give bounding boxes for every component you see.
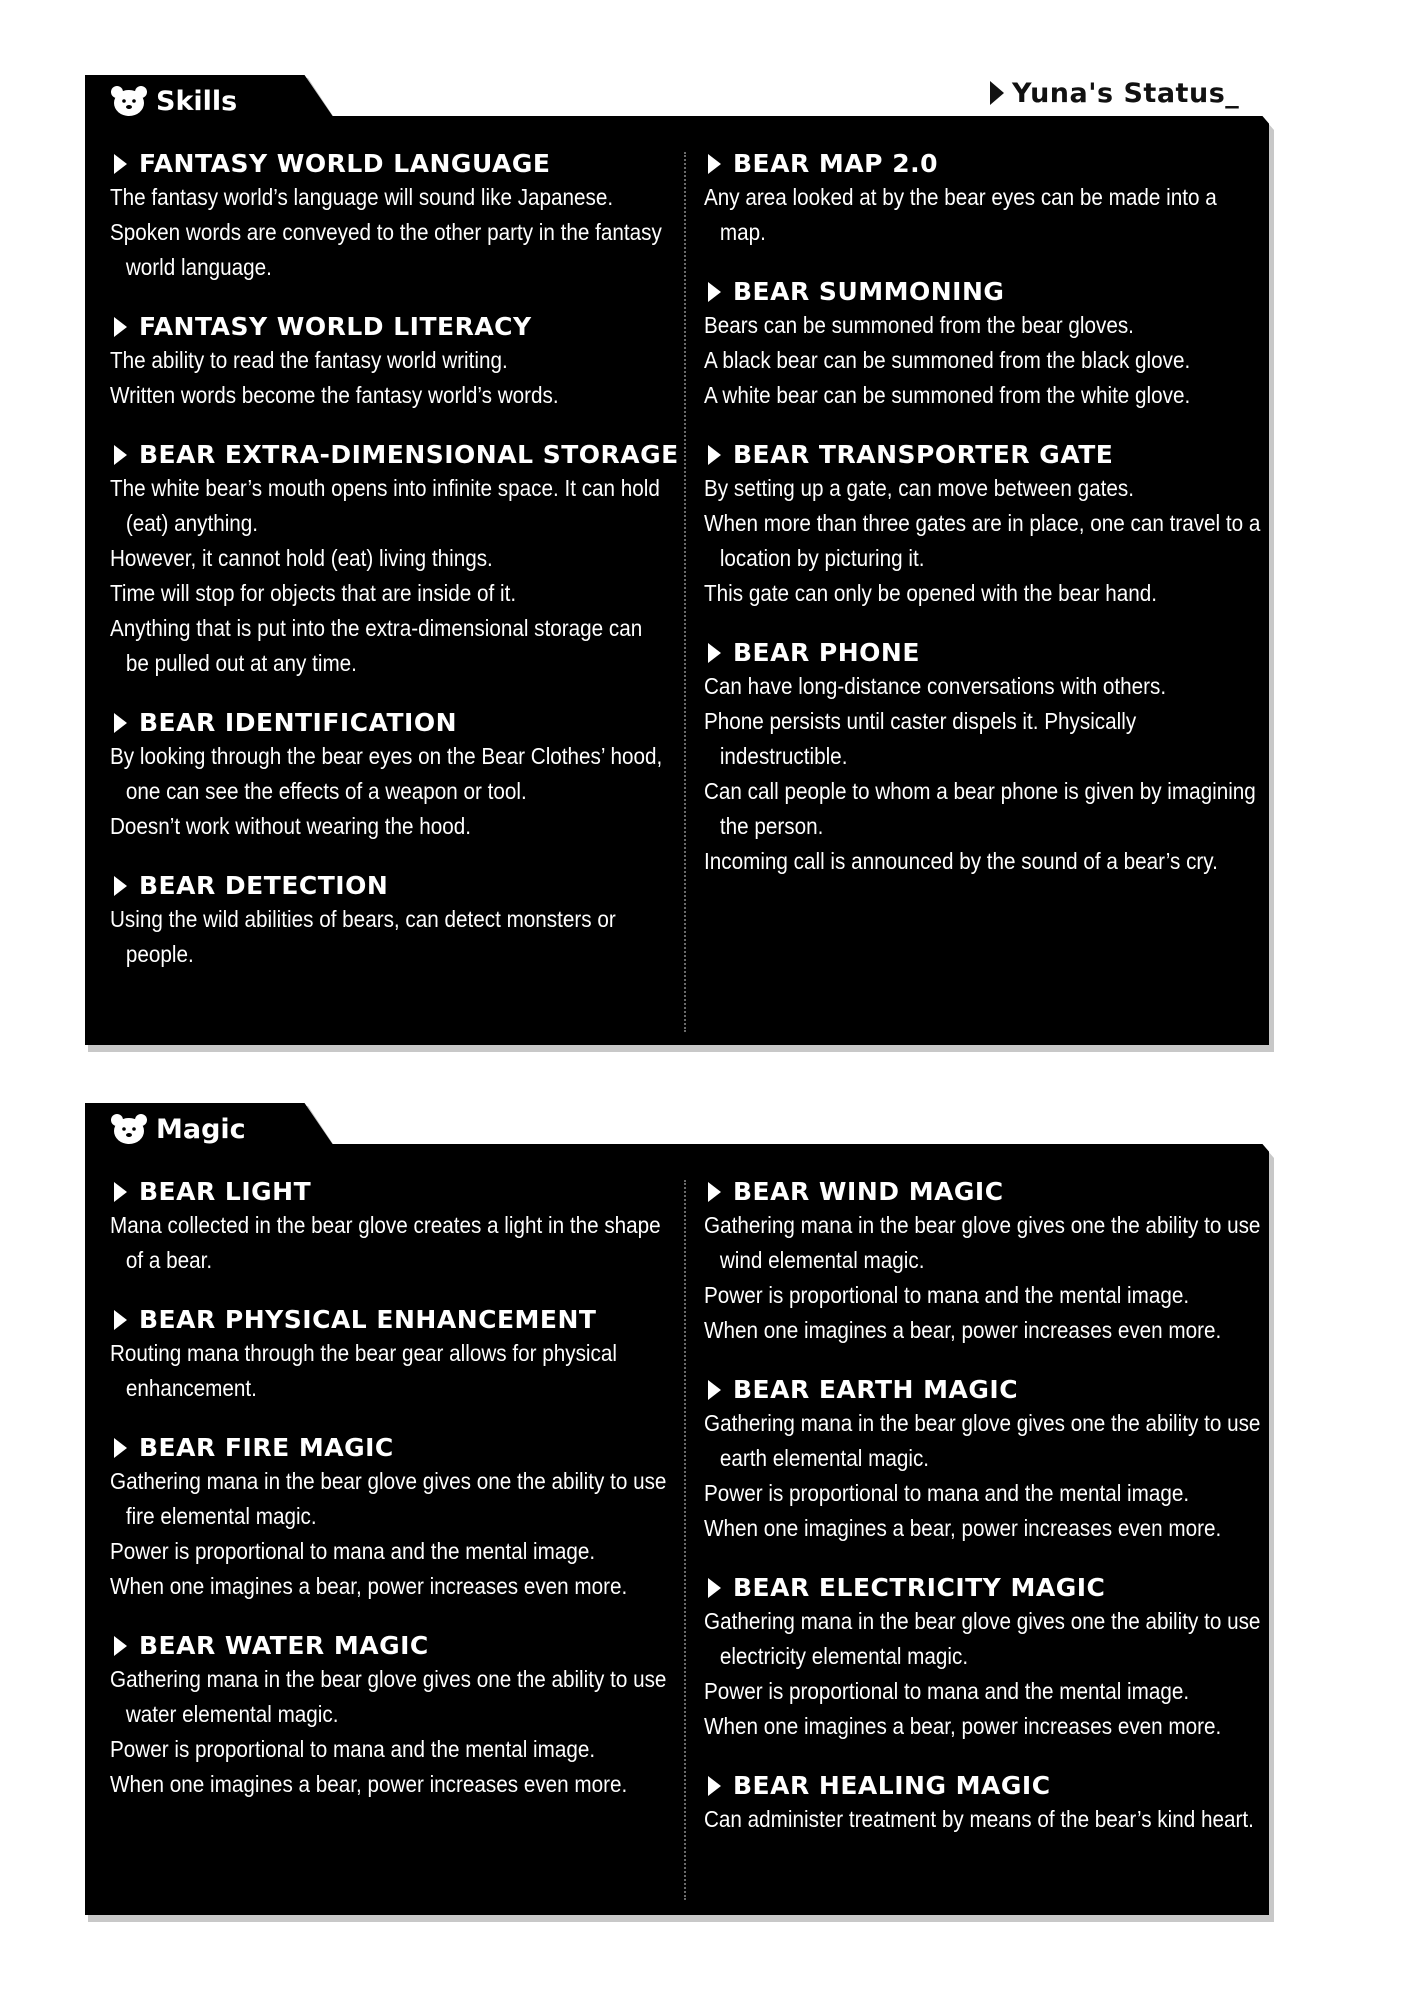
entry-heading (110, 870, 650, 902)
entry-description-line: Gathering mana in the bear glove gives one the ability to use earth elemental magic. (704, 1410, 1261, 1471)
entry-description-line: Gathering mana in the bear glove gives one the ability to use fire elemental magic. (110, 1468, 667, 1529)
skill-entry (110, 311, 650, 413)
skill-entry (110, 1432, 667, 1604)
entry-title: BEAR WATER MAGIC (139, 1631, 429, 1660)
entry-title: FANTASY WORLD LANGUAGE (139, 149, 551, 178)
entry-description-line: Power is proportional to mana and the mental image. (110, 1736, 596, 1762)
entry-description-line: Spoken words are conveyed to the other party in the fantasy world language. (110, 219, 662, 280)
entry-description-line: Gathering mana in the bear glove gives one the ability to use electricity elemental magic. (704, 1608, 1261, 1669)
bear-head-icon (110, 1112, 148, 1146)
entry-heading (110, 1432, 650, 1464)
entry-title: BEAR ELECTRICITY MAGIC (733, 1573, 1106, 1602)
skill-entry (704, 1374, 1261, 1546)
entry-description-line: Incoming call is announced by the sound of a bear’s cry. (704, 848, 1218, 874)
entry-heading (704, 1176, 1244, 1208)
triangle-bullet-icon (708, 1578, 721, 1598)
skills-tab-label: Skills (156, 85, 238, 117)
magic-right-column (704, 1176, 1261, 1863)
entry-description-line: When one imagines a bear, power increases even more. (110, 1573, 628, 1599)
skill-entry (704, 148, 1244, 250)
skills-column-divider (684, 152, 686, 1032)
entry-heading (704, 1572, 1244, 1604)
triangle-bullet-icon (114, 713, 127, 733)
skill-entry (110, 1304, 650, 1406)
entry-description-line: A white bear can be summoned from the white glove. (704, 382, 1191, 408)
entry-title: BEAR WIND MAGIC (733, 1177, 1004, 1206)
entry-description-line: Can call people to whom a bear phone is given by imagining the person. (704, 778, 1256, 839)
entry-description-line: Can administer treatment by means of the bear’s kind heart. (704, 1806, 1254, 1832)
skill-entry (110, 1630, 667, 1802)
skills-tab (110, 84, 237, 118)
triangle-bullet-icon (114, 1182, 127, 1202)
entry-description-line: When more than three gates are in place, one can travel to a location by picturing it. (704, 510, 1261, 571)
skill-entry (704, 637, 1256, 879)
magic-column-divider (684, 1180, 686, 1900)
entry-heading (704, 1770, 1244, 1802)
entry-description-line: Power is proportional to mana and the mental image. (110, 1538, 596, 1564)
triangle-bullet-icon (114, 1438, 127, 1458)
entry-description-line: Bears can be summoned from the bear gloves. (704, 312, 1134, 338)
entry-description-line: The white bear’s mouth opens into infinite space. It can hold (eat) anything. (110, 475, 660, 536)
entry-title: BEAR PHYSICAL ENHANCEMENT (139, 1305, 597, 1334)
magic-tab-label: Magic (156, 1113, 246, 1145)
triangle-bullet-icon (708, 643, 721, 663)
entry-description-line: When one imagines a bear, power increases even more. (110, 1771, 628, 1797)
entry-description-line: When one imagines a bear, power increases even more. (704, 1713, 1222, 1739)
entry-description-line: Using the wild abilities of bears, can detect monsters or people. (110, 906, 616, 967)
entry-description-line: Phone persists until caster dispels it. Physically indestructible. (704, 708, 1137, 769)
entry-heading (110, 1304, 650, 1336)
status-title-text: Yuna's Status_ (1012, 78, 1240, 109)
entry-description-line: By looking through the bear eyes on the Bear Clothes’ hood, one can see the effects of a weapon or tool. (110, 743, 663, 804)
entry-heading (110, 707, 650, 739)
entry-title: BEAR TRANSPORTER GATE (733, 440, 1114, 469)
entry-title: BEAR EXTRA-DIMENSIONAL STORAGE (139, 440, 679, 469)
entry-description-line: Mana collected in the bear glove creates a light in the shape of a bear. (110, 1212, 661, 1273)
triangle-bullet-icon (114, 1636, 127, 1656)
entry-description-line: However, it cannot hold (eat) living things. (110, 545, 493, 571)
skills-panel (82, 72, 1282, 1062)
skills-left-column (110, 148, 679, 998)
entry-heading (110, 439, 679, 471)
entry-title: BEAR PHONE (733, 638, 920, 667)
bear-head-icon (110, 84, 148, 118)
entry-title: BEAR SUMMONING (733, 277, 1005, 306)
magic-tab (110, 1112, 246, 1146)
entry-description-line: This gate can only be opened with the bear hand. (704, 580, 1157, 606)
triangle-bullet-icon (708, 1776, 721, 1796)
entry-heading (704, 1374, 1244, 1406)
entry-description-line: When one imagines a bear, power increases even more. (704, 1515, 1222, 1541)
skill-entry (110, 439, 679, 681)
skill-entry (704, 1572, 1261, 1744)
triangle-bullet-icon (708, 1182, 721, 1202)
triangle-bullet-icon (114, 1310, 127, 1330)
entry-heading (110, 311, 650, 343)
entry-heading (704, 148, 1244, 180)
entry-heading (110, 1176, 650, 1208)
triangle-bullet-icon (114, 154, 127, 174)
skill-entry (704, 276, 1244, 413)
entry-description-line: By setting up a gate, can move between gates. (704, 475, 1134, 501)
entry-description-line: Written words become the fantasy world’s words. (110, 382, 559, 408)
entry-description-line: Doesn’t work without wearing the hood. (110, 813, 471, 839)
entry-title: BEAR DETECTION (139, 871, 389, 900)
skill-entry (704, 1176, 1261, 1348)
magic-panel (82, 1100, 1282, 1930)
triangle-bullet-icon (114, 445, 127, 465)
triangle-bullet-icon (708, 154, 721, 174)
entry-title: BEAR FIRE MAGIC (139, 1433, 394, 1462)
entry-heading (110, 148, 650, 180)
skill-entry (704, 1770, 1254, 1837)
entry-description-line: Time will stop for objects that are inside of it. (110, 580, 517, 606)
entry-description-line: When one imagines a bear, power increases even more. (704, 1317, 1222, 1343)
skill-entry (110, 870, 650, 972)
skill-entry (110, 1176, 661, 1278)
entry-heading (704, 637, 1244, 669)
triangle-bullet-icon (114, 876, 127, 896)
entry-description-line: Can have long-distance conversations with others. (704, 673, 1167, 699)
entry-description-line: Power is proportional to mana and the mental image. (704, 1282, 1190, 1308)
entry-title: FANTASY WORLD LITERACY (139, 312, 532, 341)
entry-description-line: Gathering mana in the bear glove gives one the ability to use water elemental magic. (110, 1666, 667, 1727)
triangle-bullet-icon (708, 1380, 721, 1400)
skill-entry (110, 707, 663, 844)
entry-title: BEAR MAP 2.0 (733, 149, 938, 178)
entry-title: BEAR LIGHT (139, 1177, 312, 1206)
entry-description-line: The ability to read the fantasy world writing. (110, 347, 508, 373)
skill-entry (704, 439, 1261, 611)
entry-description-line: Anything that is put into the extra-dimensional storage can be pulled out at any time. (110, 615, 643, 676)
entry-description-line: Power is proportional to mana and the mental image. (704, 1480, 1190, 1506)
entry-description-line: Power is proportional to mana and the mental image. (704, 1678, 1190, 1704)
entry-description-line: The fantasy world’s language will sound like Japanese. (110, 184, 614, 210)
entry-description-line: Any area looked at by the bear eyes can be made into a map. (704, 184, 1217, 245)
entry-description-line: Routing mana through the bear gear allows for physical enhancement. (110, 1340, 617, 1401)
entry-description-line: Gathering mana in the bear glove gives one the ability to use wind elemental magic. (704, 1212, 1261, 1273)
skills-right-column (704, 148, 1261, 905)
entry-heading (704, 276, 1244, 308)
entry-heading (704, 439, 1244, 471)
entry-description-line: A black bear can be summoned from the black glove. (704, 347, 1191, 373)
magic-left-column (110, 1176, 667, 1828)
triangle-bullet-icon (708, 282, 721, 302)
skill-entry (110, 148, 662, 285)
entry-heading (110, 1630, 650, 1662)
triangle-bullet-icon (708, 445, 721, 465)
triangle-bullet-icon (114, 317, 127, 337)
entry-title: BEAR IDENTIFICATION (139, 708, 458, 737)
entry-title: BEAR HEALING MAGIC (733, 1771, 1051, 1800)
entry-title: BEAR EARTH MAGIC (733, 1375, 1019, 1404)
